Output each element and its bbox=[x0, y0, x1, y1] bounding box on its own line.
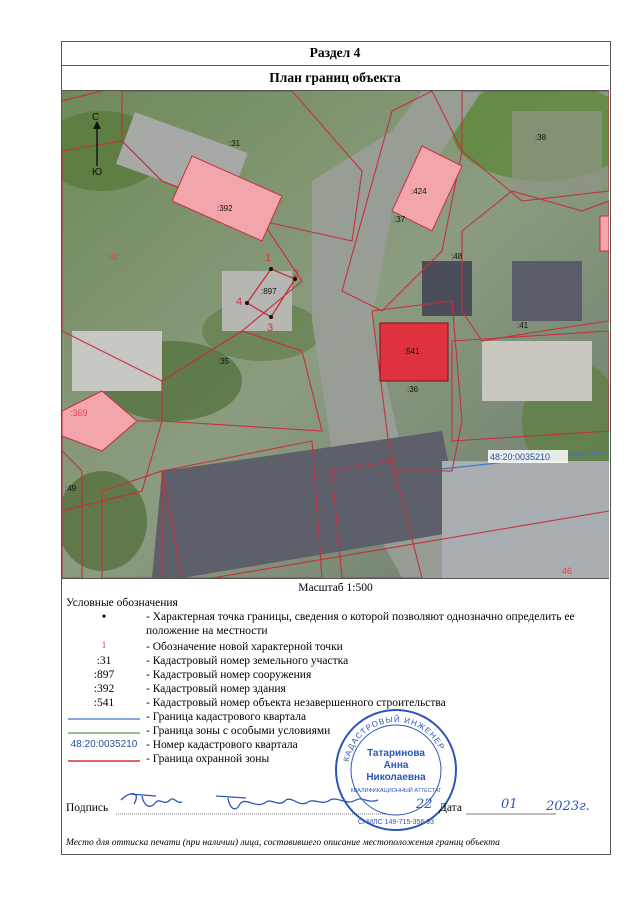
stamp-arc-text: КАДАСТРОВЫЙ ИНЖЕНЕР bbox=[341, 714, 447, 763]
point-label-3: 3 bbox=[267, 322, 274, 334]
scale-text: Масштаб 1:500 bbox=[298, 582, 373, 594]
aerial-map bbox=[62, 91, 609, 579]
point-label-4: 4 bbox=[236, 296, 243, 308]
section-header: Раздел 4 bbox=[61, 41, 609, 66]
legend-symbol: :897 bbox=[93, 669, 115, 681]
cad-label: :31 bbox=[229, 139, 241, 148]
map-svg bbox=[62, 91, 609, 578]
legend-text: - Кадастровый номер земельного участка bbox=[146, 655, 349, 667]
cad-label: :41 bbox=[517, 321, 529, 330]
date-month: 01 bbox=[501, 797, 518, 812]
roof bbox=[512, 261, 582, 321]
legend-symbol: :31 bbox=[96, 655, 112, 667]
boundary-point bbox=[269, 315, 273, 319]
legend-text: - Граница охранной зоны bbox=[146, 753, 270, 765]
legend-symbol bbox=[66, 752, 142, 770]
roof bbox=[512, 111, 602, 191]
cad-label: :48 bbox=[451, 252, 463, 261]
boundary-point bbox=[245, 301, 249, 305]
compass-south: Ю bbox=[92, 167, 103, 178]
cad-label: :35 bbox=[218, 357, 230, 366]
legend-text: - Обозначение новой характерной точки bbox=[146, 641, 343, 653]
stamp-cert: КВАЛИФИКАЦИОННЫЙ АТТЕСТАТ bbox=[350, 788, 442, 794]
date-year: 2023г. bbox=[546, 799, 590, 814]
cad-label: 46 bbox=[562, 566, 573, 576]
roof bbox=[442, 461, 609, 578]
compass-north: С bbox=[92, 112, 100, 123]
legend-text: - Кадастровый номер здания bbox=[146, 683, 286, 695]
legend-symbol: 48:20:0035210 bbox=[70, 739, 138, 750]
cad-label: :49 bbox=[65, 484, 77, 493]
legend-text: - Номер кадастрового квартала bbox=[146, 739, 298, 751]
cad-label: :541 bbox=[404, 347, 420, 356]
legend-text: - Характерная точка границы, сведения о которой позволяют однозначно определить ее положение на местности bbox=[146, 611, 575, 637]
signature-label: Подпись bbox=[66, 802, 109, 814]
legend-symbol: :541 bbox=[93, 697, 115, 709]
stamp-name-3: Николаевна bbox=[366, 772, 426, 783]
date-day: 22 bbox=[416, 797, 433, 812]
stamp-name-2: Анна bbox=[383, 760, 409, 771]
legend-symbol: :392 bbox=[93, 683, 115, 695]
legend-symbol: 1 bbox=[101, 640, 107, 650]
cad-label: :36 bbox=[407, 385, 419, 394]
date-underline bbox=[466, 812, 556, 816]
handwritten-signature bbox=[116, 788, 386, 818]
cad-label: :897 bbox=[261, 287, 277, 296]
date-label: Дата bbox=[439, 802, 462, 814]
legend-text: - Кадастровый номер объекта незавершенного строительства bbox=[146, 697, 446, 709]
cad-label: :369 bbox=[70, 408, 88, 418]
cad-label: :37 bbox=[394, 215, 406, 224]
cad-label: :32 bbox=[106, 252, 119, 262]
legend-symbol: • bbox=[101, 611, 107, 623]
legend-text: - Граница кадастрового квартала bbox=[146, 711, 307, 723]
cad-label: :38 bbox=[535, 133, 547, 142]
building-edge bbox=[600, 216, 609, 251]
roof bbox=[422, 261, 472, 316]
quarter-number-label: 48:20:0035210 bbox=[490, 452, 551, 462]
legend-title: Условные обозначения bbox=[66, 597, 178, 609]
cad-label: :424 bbox=[411, 187, 427, 196]
roof bbox=[482, 341, 592, 401]
legend-row-point bbox=[66, 610, 606, 638]
signature-line bbox=[66, 797, 606, 826]
stamp-cert-no: СНИЛС 149-715-356 93 bbox=[357, 819, 435, 826]
stamp-name-1: Татаринова bbox=[367, 748, 425, 759]
plan-title: План границ объекта bbox=[61, 66, 609, 91]
point-label-2: 2 bbox=[293, 268, 300, 280]
footer-note: Место для оттиска печати (при наличии) лица, составившего описание местоположения границ объекта bbox=[66, 838, 500, 848]
cad-label: :392 bbox=[217, 204, 233, 213]
legend-text: - Граница зоны с особыми условиями bbox=[146, 725, 331, 737]
roof bbox=[72, 331, 162, 391]
legend-text: - Кадастровый номер сооружения bbox=[146, 669, 312, 681]
boundary-point bbox=[269, 267, 273, 271]
point-label-1: 1 bbox=[265, 252, 272, 264]
